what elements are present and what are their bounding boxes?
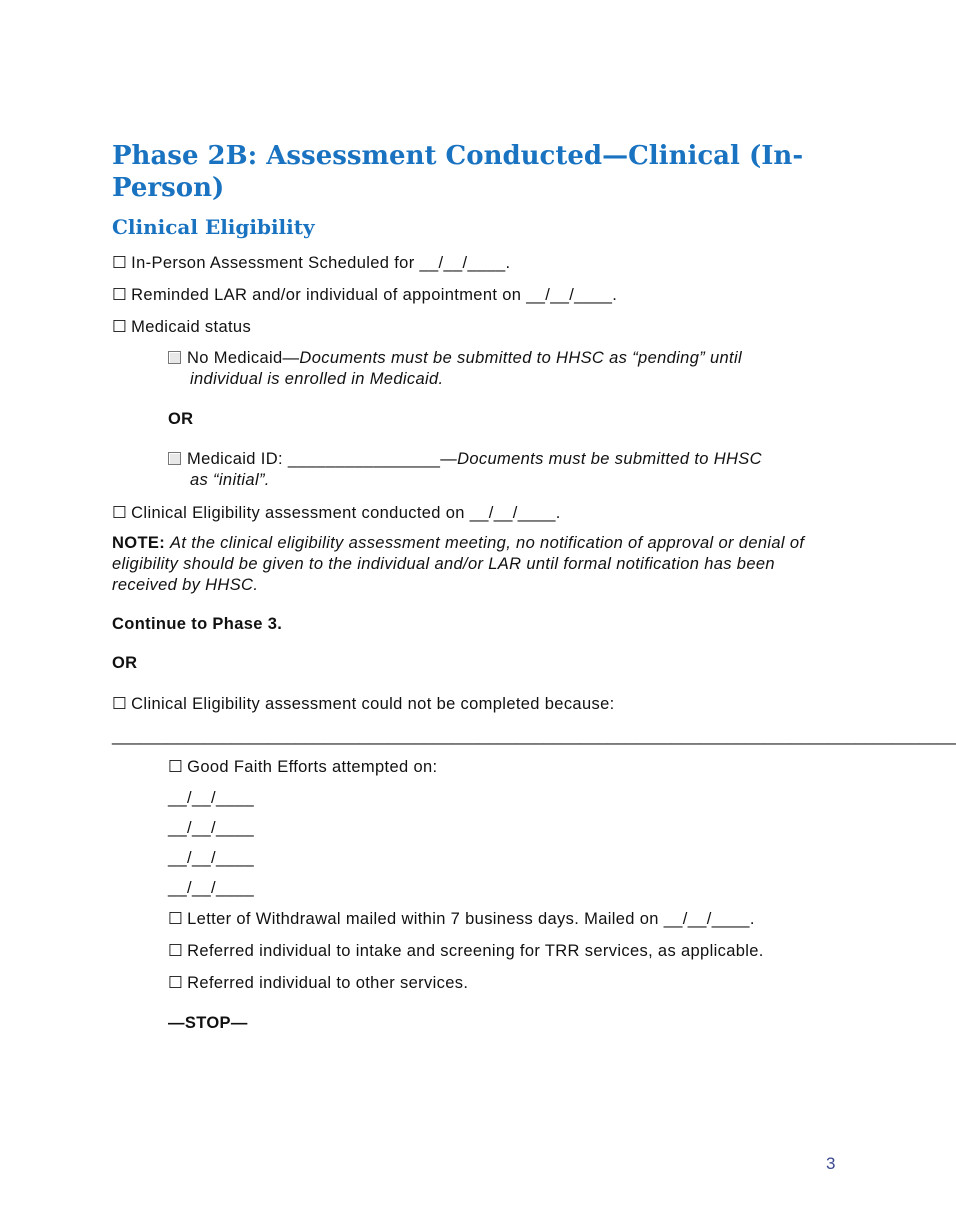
checklist-item-scheduled[interactable] [112, 252, 510, 274]
checkbox-icon[interactable]: ☐ [112, 694, 128, 713]
section-heading: Clinical Eligibility [112, 215, 315, 239]
checkbox-icon[interactable]: ☐ [168, 941, 184, 960]
item-label: Good Faith Efforts attempted on: [187, 758, 438, 776]
good-faith-date[interactable]: __/__/____ [168, 819, 255, 837]
checkbox-icon[interactable] [168, 452, 181, 465]
checkbox-icon[interactable]: ☐ [168, 973, 184, 992]
note-text: At the clinical eligibility assessment meeting, no notification of approval or denial of eligibility should be given to the individual and/or LAR until formal notification has been received by HHSC. [112, 534, 805, 594]
page-number: 3 [826, 1154, 836, 1173]
item-label: Referred individual to other services. [187, 974, 469, 992]
continue-instruction: Continue to Phase 3. [112, 615, 283, 633]
item-note-continuation: individual is enrolled in Medicaid. [190, 370, 444, 388]
checklist-item-assessment-conducted[interactable] [112, 502, 561, 524]
good-faith-date[interactable]: __/__/____ [168, 879, 255, 897]
note-paragraph [112, 533, 832, 596]
item-label: In-Person Assessment Scheduled for __/__/____. [131, 254, 511, 272]
checklist-item-not-completed[interactable] [112, 693, 615, 715]
item-note: Documents must be submitted to HHSC as “pending” until [299, 349, 743, 367]
reason-blank-line[interactable]: ____________________________________________________________________________________________ [112, 727, 956, 745]
good-faith-date[interactable]: __/__/____ [168, 789, 255, 807]
checkbox-icon[interactable]: ☐ [168, 757, 184, 776]
checklist-item-no-medicaid[interactable] [168, 348, 742, 369]
checkbox-icon[interactable]: ☐ [112, 317, 128, 336]
or-separator: OR [168, 410, 194, 428]
checkbox-icon[interactable]: ☐ [112, 253, 128, 272]
item-note-continuation: as “initial”. [190, 471, 270, 489]
item-note: Documents must be submitted to HHSC [457, 450, 762, 468]
item-label: Referred individual to intake and screening for TRR services, as applicable. [187, 942, 764, 960]
checkbox-icon[interactable]: ☐ [168, 909, 184, 928]
checkbox-icon[interactable]: ☐ [112, 503, 128, 522]
checkbox-icon[interactable] [168, 351, 181, 364]
checklist-item-medicaid-id[interactable] [168, 449, 762, 470]
checkbox-icon[interactable]: ☐ [112, 285, 128, 304]
checklist-item-reminded[interactable] [112, 284, 617, 306]
checklist-item-medicaid-status[interactable] [112, 316, 251, 338]
item-label: Medicaid ID: ________________— [187, 450, 458, 468]
note-label: NOTE: [112, 534, 166, 552]
checklist-item-referred-trr[interactable] [168, 940, 764, 962]
checklist-item-referred-other[interactable] [168, 972, 468, 994]
or-separator: OR [112, 654, 138, 672]
checklist-item-withdrawal[interactable] [168, 908, 755, 930]
checklist-item-good-faith[interactable] [168, 756, 437, 778]
good-faith-date[interactable]: __/__/____ [168, 849, 255, 867]
item-label: Reminded LAR and/or individual of appointment on __/__/____. [131, 286, 618, 304]
item-label: Clinical Eligibility assessment conducted on __/__/____. [131, 504, 561, 522]
page-title: Phase 2B: Assessment Conducted—Clinical (In-Person) [112, 141, 804, 203]
item-label: No Medicaid— [187, 349, 300, 367]
item-label: Clinical Eligibility assessment could not be completed because: [131, 695, 615, 713]
stop-marker: —STOP— [168, 1014, 248, 1032]
item-label: Letter of Withdrawal mailed within 7 business days. Mailed on __/__/____. [187, 910, 755, 928]
item-label: Medicaid status [131, 318, 252, 336]
